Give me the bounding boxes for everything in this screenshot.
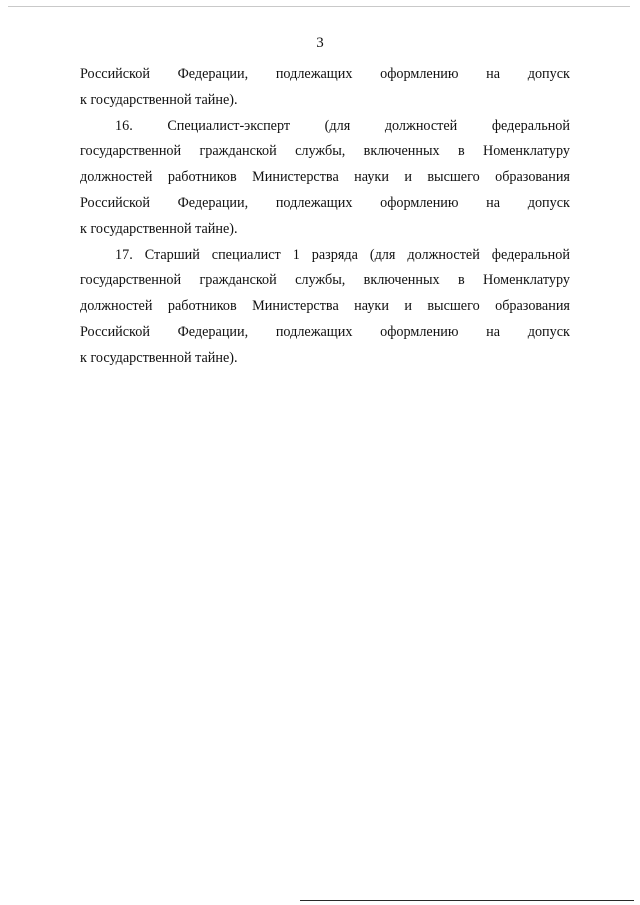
text-line [80, 245, 570, 271]
word: и [404, 169, 412, 186]
word: работников [167, 298, 237, 315]
word: Номенклатуру [483, 272, 570, 289]
word: 1 [292, 246, 300, 263]
word: должностей [80, 169, 153, 186]
word: федеральной [491, 117, 570, 134]
text-line: к государственной тайне). [80, 349, 238, 366]
word: гражданской [199, 143, 277, 160]
page-number: 3 [316, 35, 324, 51]
word: включенных [363, 272, 440, 289]
word: государственной [80, 272, 182, 289]
word: образования [495, 169, 570, 186]
word: на [486, 323, 501, 340]
word: службы, [295, 143, 346, 160]
text-line [80, 64, 570, 90]
word: Номенклатуру [483, 143, 570, 160]
word: науки [354, 298, 389, 315]
word: 17. [115, 246, 133, 263]
word: Федерации, [177, 194, 249, 211]
word: государственной [80, 143, 182, 160]
word: специалист [211, 246, 281, 263]
word: оформлению [380, 194, 459, 211]
word: в [457, 272, 465, 289]
word: должностей [384, 117, 458, 134]
text-line [80, 322, 570, 348]
word: образования [495, 298, 570, 315]
word: подлежащих [275, 66, 353, 82]
word: допуск [527, 323, 570, 340]
word: федеральной [491, 246, 570, 263]
word: службы, [295, 272, 346, 289]
word: (для [369, 246, 396, 263]
word: включенных [363, 143, 440, 160]
text-line: к государственной тайне). [80, 220, 238, 237]
text-line [80, 193, 570, 219]
scan-edge-top [8, 6, 630, 7]
word: Министерства [252, 169, 339, 186]
word: разряда [311, 246, 358, 263]
text-line [80, 116, 570, 142]
word: Специалист-эксперт [167, 117, 291, 134]
word: Российской [80, 323, 150, 340]
word: Федерации, [177, 66, 249, 82]
text-line [80, 167, 570, 193]
word: 16. [115, 117, 133, 134]
word: науки [354, 169, 389, 186]
word: в [457, 143, 465, 160]
word: Российской [80, 66, 150, 82]
scan-edge-bottom [300, 900, 634, 901]
word: Российской [80, 194, 150, 211]
word: (для [324, 117, 351, 134]
word: допуск [527, 194, 570, 211]
word: на [486, 66, 501, 82]
document-body [80, 64, 570, 374]
word: и [404, 298, 412, 315]
word: высшего [427, 169, 480, 186]
text-line: к государственной тайне). [80, 91, 238, 108]
text-line [80, 141, 570, 167]
text-line [80, 270, 570, 296]
word: работников [167, 169, 237, 186]
word: оформлению [380, 323, 459, 340]
word: Министерства [252, 298, 339, 315]
word: подлежащих [275, 323, 353, 340]
word: допуск [527, 66, 570, 82]
word: Федерации, [177, 323, 249, 340]
word: высшего [427, 298, 480, 315]
word: должностей [407, 246, 480, 263]
word: оформлению [380, 66, 459, 82]
word: гражданской [199, 272, 277, 289]
word: должностей [80, 298, 153, 315]
word: на [486, 194, 501, 211]
word: Старший [144, 246, 200, 263]
text-line [80, 296, 570, 322]
word: подлежащих [275, 194, 353, 211]
